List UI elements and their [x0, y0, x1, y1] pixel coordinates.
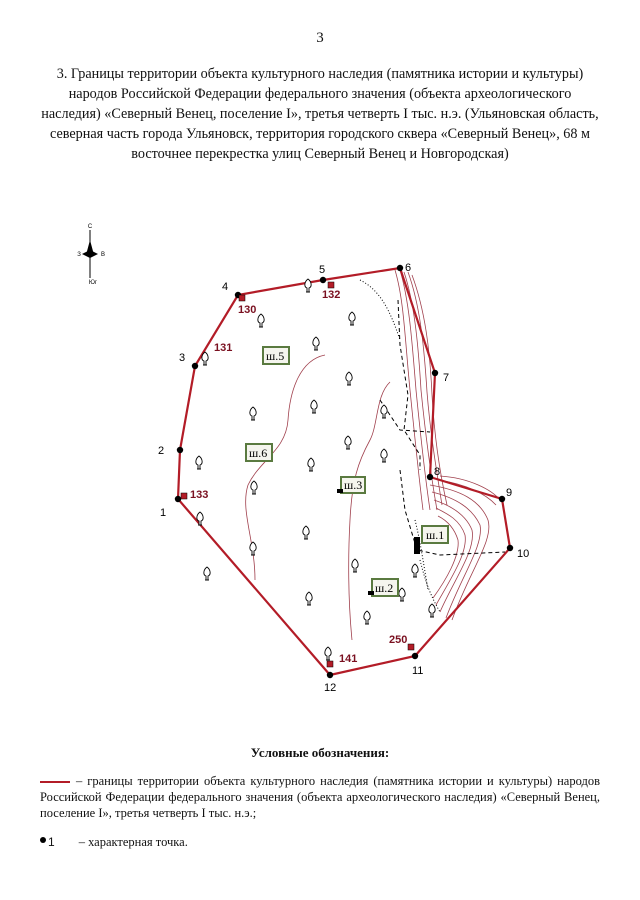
pit-1 — [414, 526, 448, 554]
point-11 — [412, 653, 424, 677]
point-4 — [222, 281, 241, 298]
point-label: 9 — [506, 487, 513, 499]
marker-label: 141 — [339, 653, 358, 665]
compass-west-label: З — [77, 252, 81, 258]
point-1 — [160, 496, 181, 519]
numbered-markers — [181, 282, 414, 667]
point-label: 6 — [405, 262, 412, 274]
point-3 — [179, 352, 198, 369]
pit-label: ш.2 — [375, 581, 394, 595]
marker-131 — [214, 342, 232, 354]
pit-label: ш.6 — [249, 446, 268, 460]
marker-250 — [389, 634, 414, 650]
page-title: 3. Границы территории объекта культурного наследия (памятника истории и культуры) народов Российской Федерации федерального значения (объекта археологического наследия) «Северный Венец, поселение I», третья четверть I тыс. н.э. (Ульяновская область, северная часть города Ульяновск, территория городского сквера «Северный Венец», 68 м восточнее перекрестка улиц Северный Венец и Новгородская) — [41, 66, 599, 162]
marker-132 — [322, 282, 340, 301]
pit-label: ш.5 — [266, 349, 285, 363]
legend-title: Условные обозначения: — [250, 745, 390, 760]
site-map — [0, 200, 640, 700]
marker-130 — [238, 295, 256, 316]
point-label: 7 — [443, 372, 450, 384]
legend-point-dot — [40, 837, 46, 843]
legend-boundary-line — [40, 781, 70, 783]
marker-label: 133 — [190, 489, 209, 501]
marker-133 — [181, 489, 208, 501]
legend-point-text: – характерная точка. — [78, 835, 188, 849]
point-label: 11 — [412, 665, 424, 677]
compass-rose — [77, 224, 105, 286]
pit-label: ш.3 — [344, 478, 363, 492]
point-label: 2 — [158, 445, 165, 457]
marker-label: 132 — [322, 289, 341, 301]
point-5 — [319, 264, 326, 283]
legend-boundary — [40, 773, 600, 821]
point-label: 5 — [319, 264, 326, 276]
page-number: 3 — [316, 30, 324, 46]
legend-boundary-text: – границы территории объекта культурного наследия (памятника истории и культуры) народов Российской Федерации федерального значения (объекта археологического наследия) «Северный Венец, поселение I», третья четверть I тыс. н.э.; — [40, 774, 600, 820]
pit-5 — [263, 347, 289, 364]
point-label: 4 — [222, 281, 229, 293]
marker-label: 131 — [214, 342, 233, 354]
point-10 — [507, 545, 529, 560]
legend-point — [40, 834, 600, 850]
compass-east-label: В — [100, 252, 106, 258]
compass-north-label: С — [87, 224, 93, 230]
pit-label: ш.1 — [426, 528, 445, 542]
pit-2 — [368, 579, 398, 596]
point-label: 8 — [434, 466, 441, 478]
compass-south-label: Юг — [88, 280, 98, 286]
pit-6 — [246, 444, 272, 461]
point-9 — [499, 487, 512, 502]
point-label: 1 — [160, 507, 167, 519]
point-label: 10 — [517, 548, 530, 560]
territory-boundary — [178, 268, 513, 675]
test-pits — [246, 347, 448, 596]
marker-label: 250 — [389, 634, 408, 646]
marker-141 — [327, 653, 357, 667]
point-label: 12 — [324, 682, 337, 694]
point-label: 3 — [179, 352, 186, 364]
legend-point-number: 1 — [48, 835, 55, 849]
marker-label: 130 — [238, 304, 257, 316]
pit-3 — [337, 477, 365, 493]
